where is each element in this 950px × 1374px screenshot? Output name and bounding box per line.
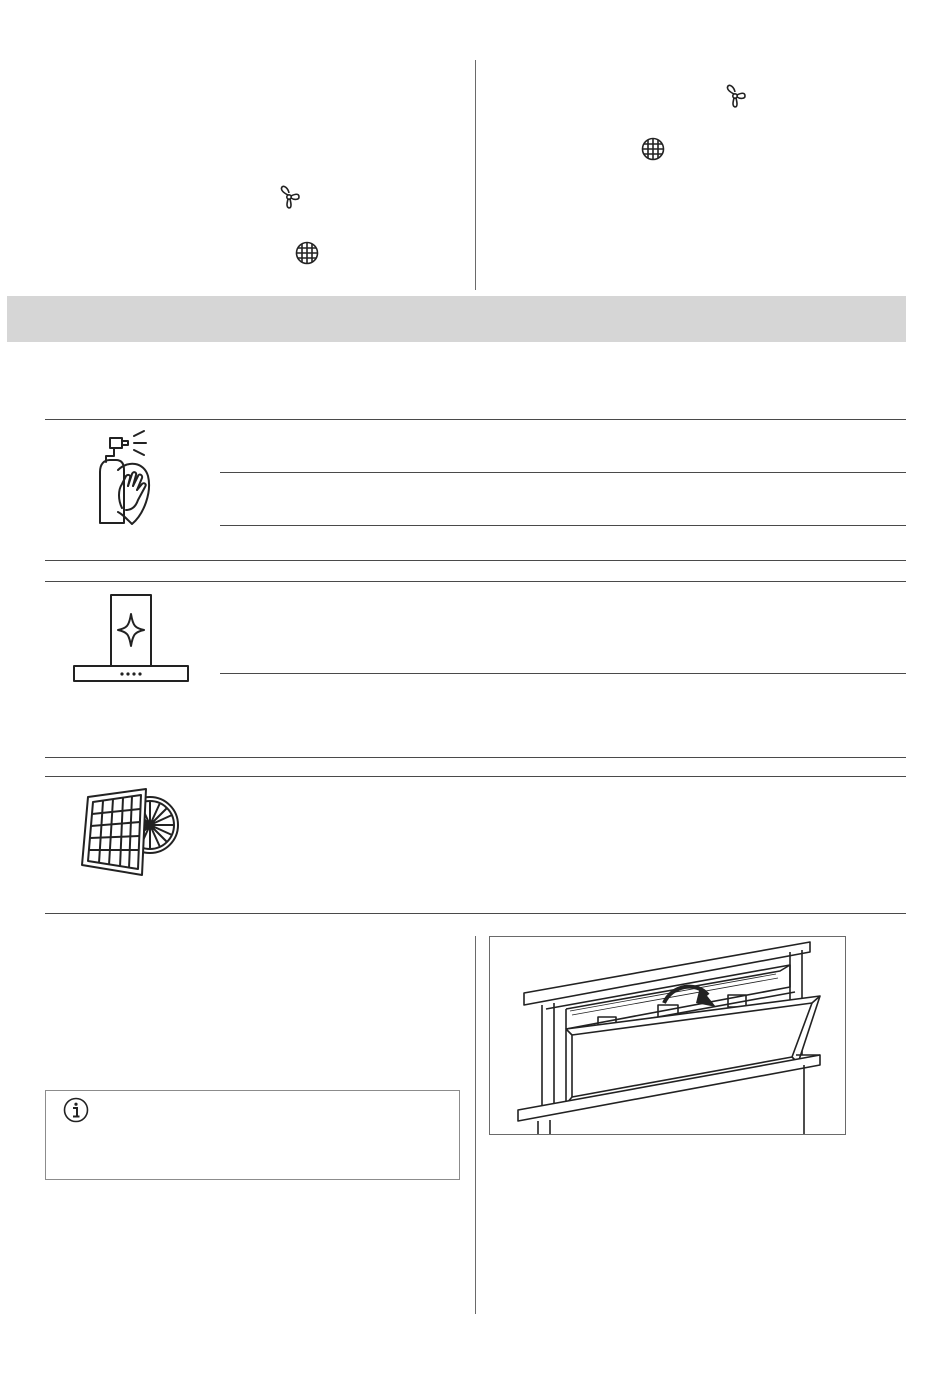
hood-filter-removal-illustration bbox=[489, 936, 846, 1135]
table-rule bbox=[45, 913, 906, 914]
charcoal-filter-icon bbox=[78, 783, 182, 879]
table-rule bbox=[220, 472, 906, 473]
table-rule bbox=[45, 757, 906, 758]
table-rule bbox=[220, 673, 906, 674]
spray-and-cloth-cleaning-icon bbox=[92, 428, 158, 528]
table-rule bbox=[45, 581, 906, 582]
fan-icon bbox=[722, 83, 748, 109]
table-rule bbox=[45, 560, 906, 561]
column-divider-bottom bbox=[475, 936, 476, 1314]
fan-icon bbox=[276, 184, 302, 210]
grease-filter-grid-icon bbox=[294, 240, 320, 266]
info-note-box bbox=[45, 1090, 460, 1180]
table-rule bbox=[45, 776, 906, 777]
information-icon bbox=[63, 1097, 89, 1123]
table-rule bbox=[220, 525, 906, 526]
section-banner bbox=[7, 296, 906, 342]
column-divider-top bbox=[475, 60, 476, 290]
table-rule bbox=[45, 419, 906, 420]
grease-filter-grid-icon bbox=[640, 136, 666, 162]
clean-hood-sparkle-icon bbox=[72, 594, 190, 684]
